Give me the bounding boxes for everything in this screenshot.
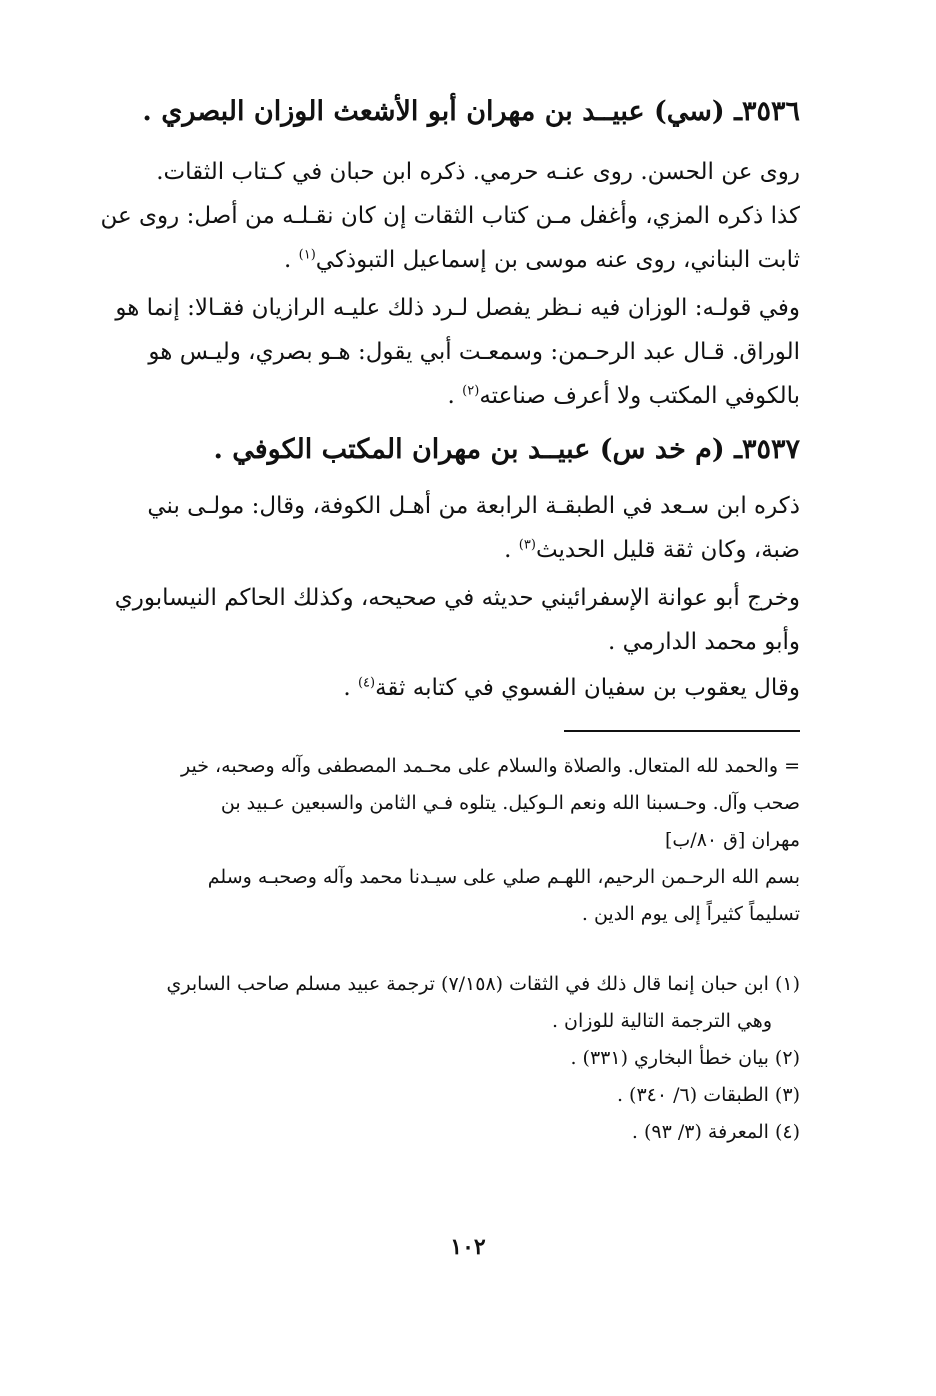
entry-heading: ٣٥٣٦ـ (سي) عبيــد بن مهران أبو الأشعث الوزان البصري . (142, 96, 800, 127)
text-line: وخرج أبو عوانة الإسفرائيني حديثه في صحيحه، وكذلك الحاكم النيسابوري (114, 585, 800, 611)
footnote-item: (٢) بيان خطأ البخاري (٣٣١) . (570, 1047, 800, 1069)
footnote-separator (564, 730, 800, 732)
footnote-list (104, 966, 800, 1151)
footnote-item: (٣) الطبقات (٦/ ٣٤٠) . (616, 1084, 800, 1106)
entry-paragraph (90, 150, 800, 282)
entry-paragraph (90, 576, 800, 664)
text-line-body: ضبة، وكان ثقة قليل الحديث (535, 537, 800, 563)
entry-heading: ٣٥٣٧ـ (م خد س) عبيــد بن مهران المكتب الكوفي . (213, 434, 800, 465)
footnote-line: تسليماً كثيراً إلى يوم الدين . (581, 903, 800, 925)
footnote-ref: (٣) (518, 537, 536, 553)
entry-paragraph (90, 666, 800, 710)
text-line (90, 238, 800, 282)
footnote-ref: (٢) (462, 383, 480, 399)
line-end-mark: . (343, 675, 358, 701)
text-line: كذا ذكره المزي، وأغفل مـن كتاب الثقات إن كان نقـلـه من أصل: روى عن (100, 203, 800, 229)
text-line-body: ثابت البناني، روى عنه موسى بن إسماعيل التبوذكي (315, 247, 800, 273)
entry-paragraph (90, 286, 800, 418)
line-end-mark: . (504, 537, 519, 563)
footnote-item: (١) ابن حبان إنما قال ذلك في الثقات (٧/١٥٨) ترجمة عبيد مسلم صاحب السابري (166, 973, 800, 995)
footnote-line: مهران [ق ٨٠/ب] (664, 829, 800, 851)
footnote-line: وهي الترجمة التالية للوزان . (551, 1010, 772, 1032)
footnote-line: صحب وآل. وحـسبنا الله ونعم الـوكيل. يتلوه فـي الثامن والسبعين عـبيد بن (220, 792, 800, 814)
line-end-mark: . (284, 247, 299, 273)
footnote-continuation (104, 748, 800, 933)
footnote-ref: (٤) (357, 675, 376, 691)
entry-paragraph (90, 484, 800, 572)
text-line: الوراق. قـال عبد الرحـمن: وسمعـت أبي يقول: هـو بصري، وليـس هو (148, 339, 800, 365)
footnote-line: = والحمد لله المتعال. والصلاة والسلام على محـمد المصطفى وآله وصحبه، خير (181, 755, 800, 777)
text-line (90, 666, 800, 710)
page-number: ١٠٢ (450, 1234, 486, 1260)
line-end-mark: . (447, 383, 463, 409)
footnote-ref: (١) (298, 247, 316, 263)
text-line-body: بالكوفي المكتب ولا أعرف صناعته (479, 383, 800, 409)
text-line: روى عن الحسن. روى عنـه حرمي. ذكره ابن حبان في كـتاب الثقات. (156, 159, 800, 185)
text-line: وفي قولـه: الوزان فيه نـظر يفصل لـرد ذلك عليـه الرازيان فقـالا: إنما هو (115, 295, 800, 321)
text-line: ذكره ابن سـعد في الطبقـة الرابعة من أهـل الكوفة، وقال: مولـى بني (147, 493, 800, 519)
text-line (90, 528, 800, 572)
footnote-line: بسم الله الرحـمن الرحيم، اللهـم صلي على سيـدنا محمد وآله وصحبـه وسلم (207, 866, 800, 888)
footnote-item: (٤) المعرفة (٣/ ٩٣) . (631, 1121, 800, 1143)
text-line-body: وقال يعقوب بن سفيان الفسوي في كتابه ثقة (375, 675, 800, 701)
text-line: وأبو محمد الدارمي . (607, 629, 800, 655)
text-line (90, 374, 800, 418)
